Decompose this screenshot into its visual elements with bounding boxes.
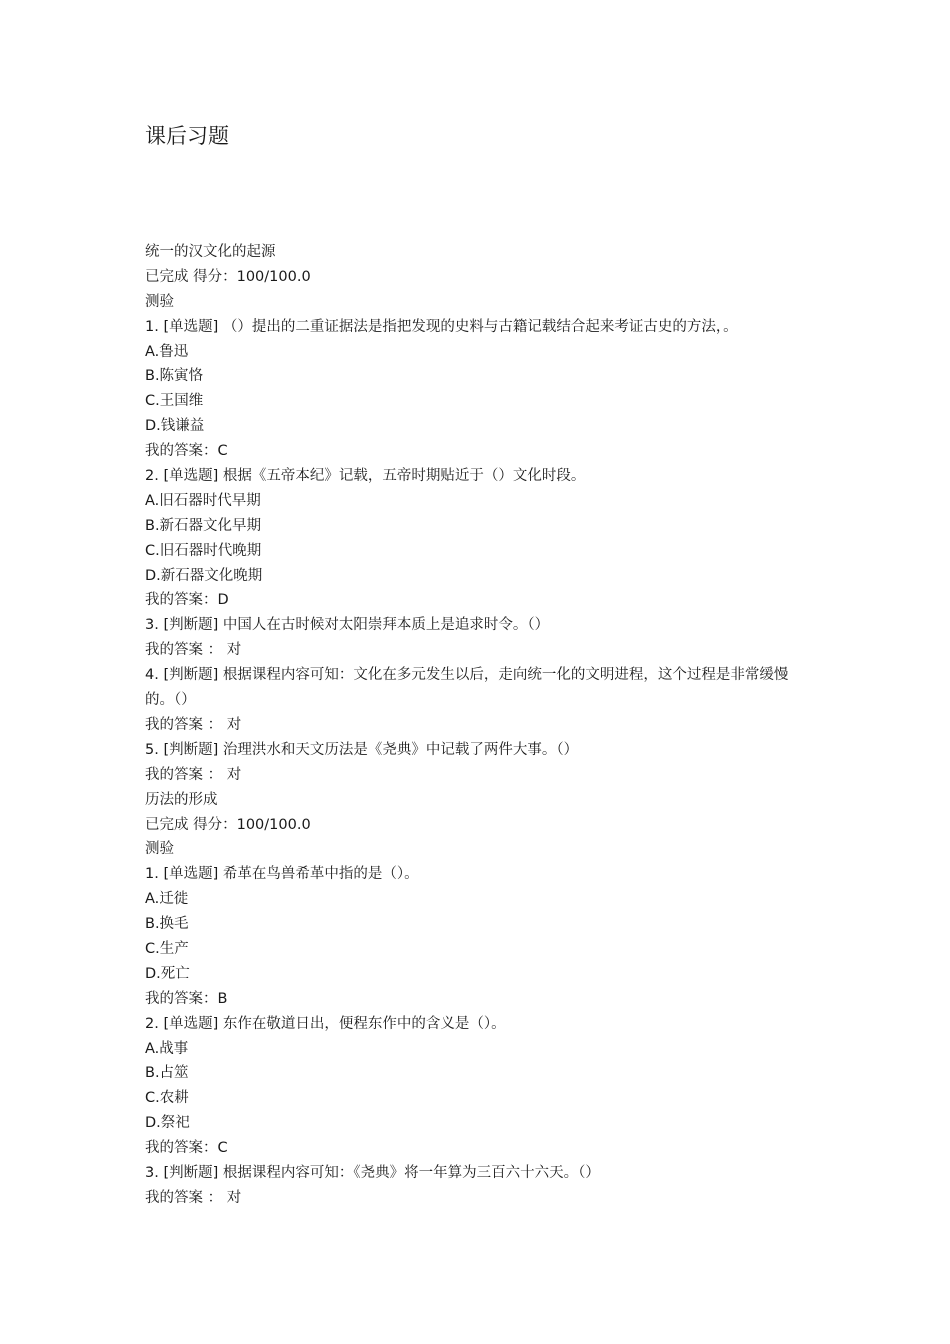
answer-option: D.祭祀 (145, 1115, 190, 1132)
my-answer: 我的答案 ： 对 (145, 716, 242, 733)
question-stem: 2. [单选题] 东作在敬道日出，便程东作中的含义是（）。 (145, 1015, 506, 1032)
answer-option: D.死亡 (145, 965, 190, 982)
my-answer: 我的答案 ： 对 (145, 1189, 242, 1206)
my-answer: 我的答案 ： 对 (145, 766, 242, 783)
answer-option: A.战事 (145, 1040, 189, 1057)
answer-option: C.旧石器时代晚期 (145, 542, 262, 559)
answer-option: B.换毛 (145, 916, 189, 933)
my-answer: 我的答案 ： 对 (145, 642, 242, 659)
my-answer: 我的答案：B (145, 990, 228, 1007)
document-title: 课后习题 (145, 124, 229, 148)
question-stem: 5. [判断题] 治理洪水和天文历法是《尧典》中记载了两件大事。（） (145, 741, 579, 758)
my-answer: 我的答案：D (145, 592, 229, 609)
my-answer: 我的答案：C (145, 1140, 228, 1157)
answer-option: C.生产 (145, 940, 189, 957)
answer-option: B.新石器文化早期 (145, 517, 262, 534)
section-status: 已完成 得分：100/100.0 (145, 816, 311, 833)
quiz-label: 测验 (145, 841, 174, 858)
question-stem: 1. [单选题] 希革在鸟兽希革中指的是（）。 (145, 866, 419, 883)
answer-option: D.钱谦益 (145, 418, 205, 435)
answer-option: C.王国维 (145, 393, 204, 410)
document-content (145, 240, 845, 1211)
quiz-label: 测验 (145, 293, 174, 310)
answer-option: A.迁徙 (145, 891, 189, 908)
question-stem: 4. [判断题] 根据课程内容可知：文化在多元发生以后，走向统一化的文明进程，这个过程是非常缓慢的。（） (145, 667, 789, 709)
answer-option: C.农耕 (145, 1090, 189, 1107)
answer-option: D.新石器文化晚期 (145, 567, 263, 584)
section-status: 已完成 得分：100/100.0 (145, 268, 311, 285)
question-stem: 3. [判断题] 中国人在古时候对太阳崇拜本质上是追求时令。（） (145, 617, 550, 634)
my-answer: 我的答案：C (145, 443, 228, 460)
answer-option: B.占筮 (145, 1065, 189, 1082)
question-stem: 2. [单选题] 根据《五帝本纪》记载，五帝时期贴近于（）文化时段。 (145, 468, 586, 485)
question-stem: 3. [判断题] 根据课程内容可知：《尧典》将一年算为三百六十六天。（） (145, 1164, 600, 1181)
answer-option: A.鲁迅 (145, 343, 189, 360)
section-heading: 统一的汉文化的起源 (145, 244, 276, 260)
answer-option: A.旧石器时代早期 (145, 492, 261, 509)
answer-option: B.陈寅恪 (145, 368, 204, 385)
section-heading: 历法的形成 (145, 791, 218, 808)
question-stem: 1. [单选题] （）提出的二重证据法是指把发现的史料与古籍记载结合起来考证古史的方法，。 (145, 318, 738, 335)
